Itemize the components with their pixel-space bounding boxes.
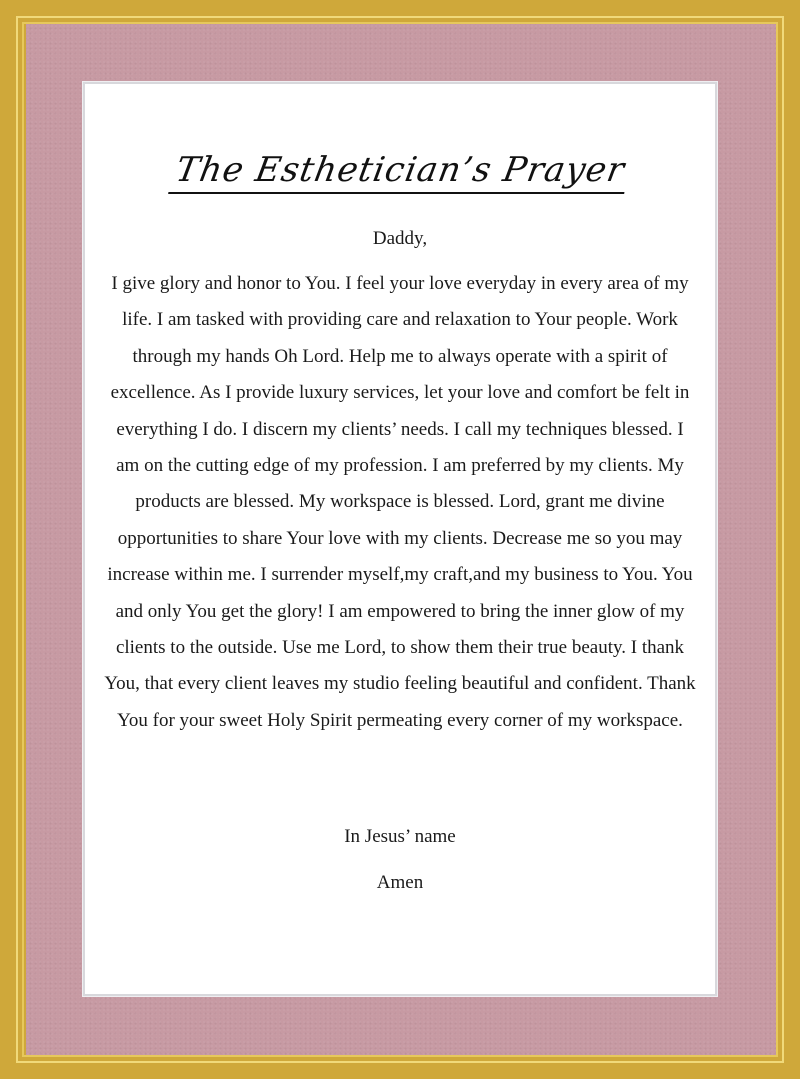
- prayer-closing: In Jesus’ name: [344, 826, 456, 847]
- prayer-greeting: Daddy,: [372, 228, 428, 249]
- prayer-title-text: The Esthetician’s Prayer: [168, 150, 632, 194]
- prayer-amen: Amen: [376, 872, 424, 893]
- prayer-title: [85, 150, 715, 194]
- prayer-body: I give glory and honor to You. I feel your love everyday in every area of my life. I am tasked with providing care and relaxation to Your people. Work through my hands Oh Lord. Help me to always operate with a spirit of excellence. As I provide luxury services, let your love and comfort be felt in everything I do. I discern my clients’ needs. I call my techniques blessed. I am on the cutting edge of my profession. I am preferred by my clients. My products are blessed. My workspace is blessed. Lord, grant me divine opportunities to share Your love with my clients. Decrease me so you may increase within me. I surrender myself,my craft,and my business to You. You and only You get the glory! I am empowered to bring the inner glow of my clients to the outside. Use me Lord, to show them their true beauty. I thank You, that every client leaves my studio feeling beautiful and confident. Thank You for your sweet Holy Spirit permeating every corner of my workspace.: [104, 273, 696, 731]
- prayer-content: [85, 84, 715, 994]
- prayer-paper: [83, 82, 717, 996]
